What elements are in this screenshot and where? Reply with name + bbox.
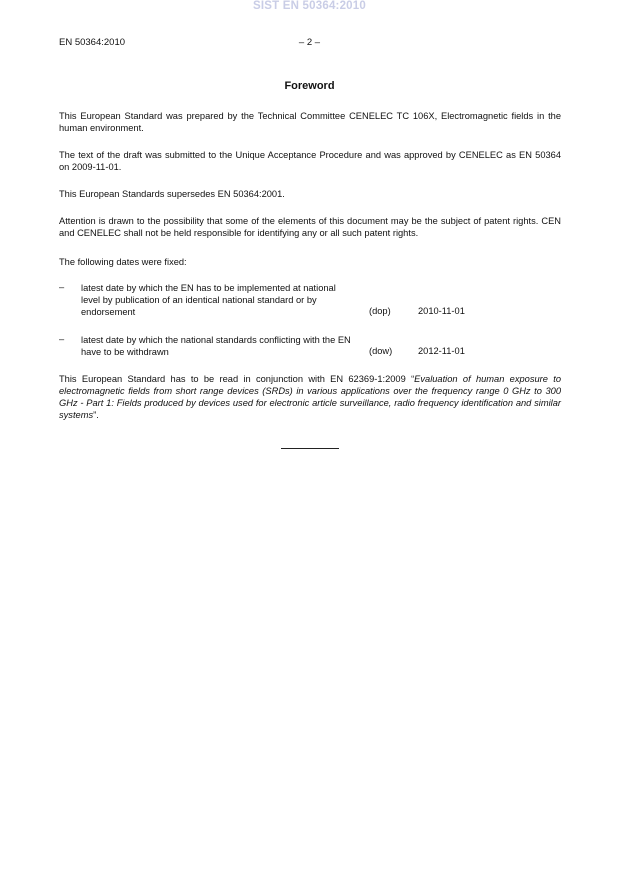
paragraph-dates-intro: The following dates were fixed: — [59, 257, 187, 267]
date-item-dop-date: 2010-11-01 — [418, 306, 465, 316]
section-title: Foreword — [284, 80, 335, 92]
end-rule — [281, 448, 339, 449]
list-bullet: – — [59, 334, 65, 344]
date-item-dow-date: 2012-11-01 — [418, 346, 465, 356]
document-id: EN 50364:2010 — [59, 37, 126, 48]
date-item-dow-text: latest date by which the national standards conflicting with the EN have to be withdrawn — [81, 335, 351, 357]
reference-lead: This European Standard has to be read in conjunction with EN 62369-1:2009 “ — [59, 374, 415, 384]
paragraph-patent: Attention is drawn to the possibility that some of the elements of this document may be the subject of patent rights. CEN and CENELEC shall not be held responsible for identifying any or all such patent rights. — [59, 216, 561, 238]
paragraph-committee: This European Standard was prepared by the Technical Committee CENELEC TC 106X, Electromagnetic fields in the human environment. — [59, 111, 561, 133]
page-number: – 2 – — [298, 37, 321, 48]
date-item-dop-abbr: (dop) — [369, 306, 391, 316]
paragraph-reference — [59, 373, 561, 421]
watermark: SIST EN 50364:2010 — [253, 0, 366, 12]
list-bullet: – — [59, 282, 65, 292]
paragraph-supersedes: This European Standards supersedes EN 50364:2001. — [59, 189, 285, 199]
paragraph-approval: The text of the draft was submitted to the Unique Acceptance Procedure and was approved by CENELEC as EN 50364 on 2009-11-01. — [59, 150, 561, 172]
date-item-dop-text: latest date by which the EN has to be implemented at national level by publication of an identical national standard or by endorsement — [81, 283, 336, 317]
date-item-dow-abbr: (dow) — [369, 346, 393, 356]
reference-title: Evaluation of human exposure to electromagnetic fields from short range devices (SRDs) in various applications over the frequency range 0 GHz to 300 GHz - Part 1: Fields produced by devices used for electronic article surveillance, radio frequency identification and similar systems — [59, 374, 561, 420]
reference-tail: ”. — [93, 410, 99, 420]
